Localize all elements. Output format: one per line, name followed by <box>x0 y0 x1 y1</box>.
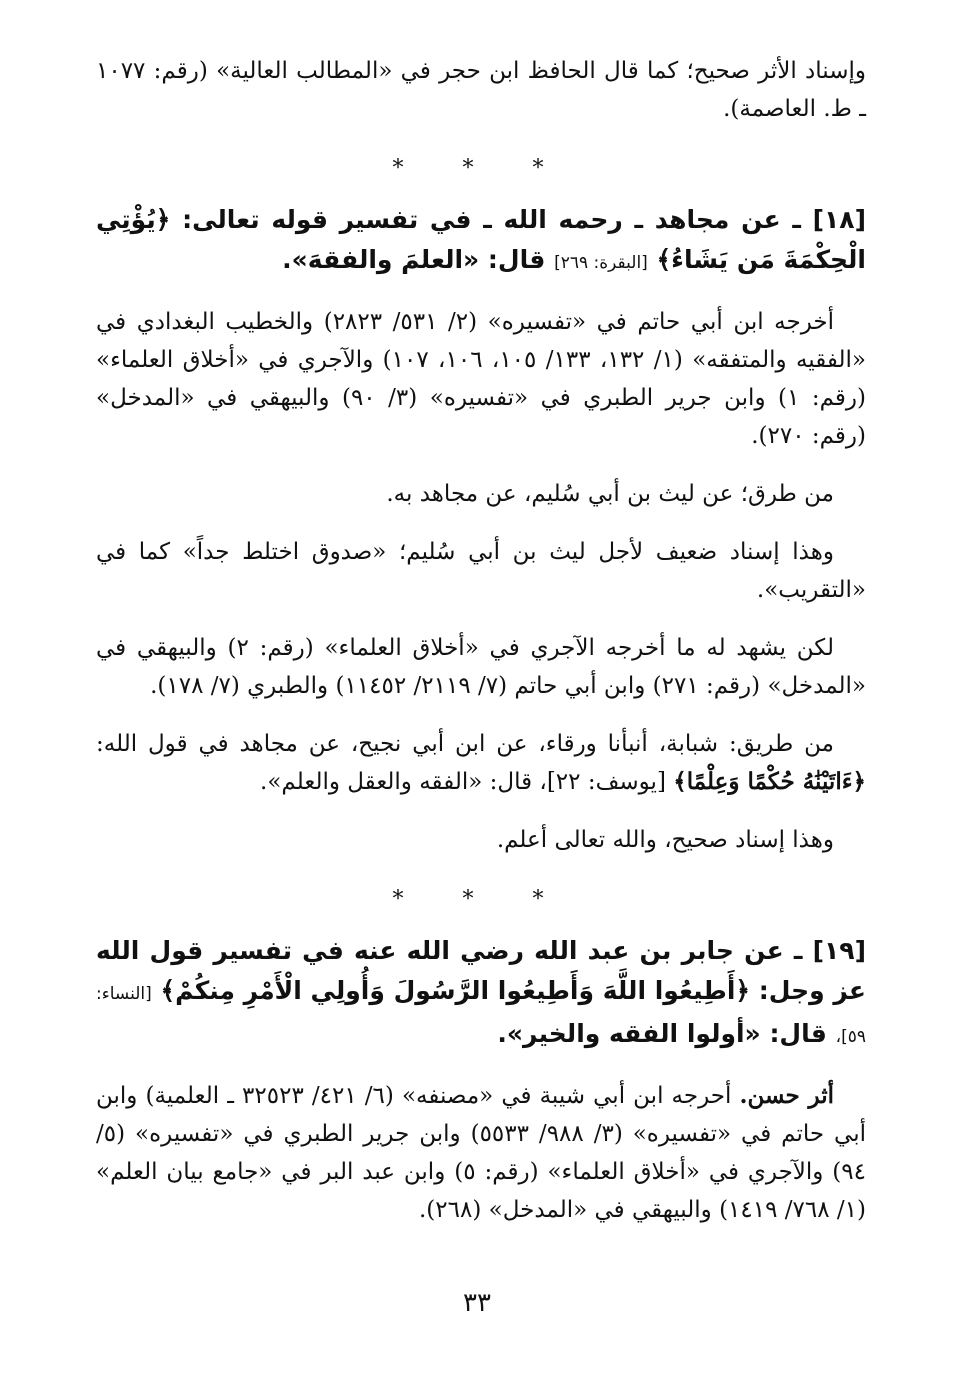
entry-18-chains: من طرق؛ عن ليث بن أبي سُليم، عن مجاهد به. <box>386 481 834 507</box>
entry-18-supporting: لكن يشهد له ما أخرجه الآجري في «أخلاق العلماء» (رقم: ٢) والبيهقي في «المدخل» (رقم: ٢٧١) وابن أبي حاتم (٧/ ٢١١٩/ ١١٤٥٢) والطبري (٧/ ١٧٨). <box>96 635 866 699</box>
entry-18-conclusion: وهذا إسناد صحيح، والله تعالى أعلم. <box>496 827 834 853</box>
section-separator: * * * <box>392 156 570 181</box>
entry-18-route-ref: [يوسف: ٢٢]، <box>539 769 666 795</box>
entry-19-takhrij-text: أحرجه ابن أبي شيبة في «مصنفه» (٦/ ٤٢١/ ٣٢٥٢٣ ـ العلمية) وابن أبي حاتم في «تفسيره» (٣/ ٩٨٨/ ٥٥٣٣) وابن جرير الطبري في «تفسيره» (٥/ ٩٤) والآجري في «أخلاق العلماء» (رقم: ٥) وابن عبد البر في «جامع بيان العلم» (١/ ٧٦٨/ ١٤١٩) والبيهقي في «المدخل» (٢٦٨). <box>96 1083 866 1223</box>
entry-18-route-verse: ﴿ءَاتَيْنَٰهُ حُكْمًا وَعِلْمًا﴾ <box>673 768 866 795</box>
entry-18-grading: وهذا إسناد ضعيف لأجل ليث بن أبي سُليم؛ «صدوق اختلط جداً» كما في «التقريب». <box>96 539 866 603</box>
entry-19-heading <box>96 931 866 1057</box>
entry-18-title: [١٨] ـ عن مجاهد ـ رحمه الله ـ في تفسير قوله تعالى: <box>182 205 866 234</box>
entry-19-title: [١٩] ـ عن جابر بن عبد الله رضي الله عنه في تفسير قول الله عز وجل: <box>96 936 866 1005</box>
entry-18-heading <box>96 200 866 283</box>
page-number: ٣٣ <box>463 1288 491 1318</box>
entry-18-said: قال: <box>487 245 546 274</box>
entry-18-quote: «العلمَ والفقهَ». <box>282 245 480 274</box>
entry-19-said: قال: <box>769 1019 827 1048</box>
entry-18-verse-ref: [البقرة: ٢٦٩] <box>554 253 648 273</box>
page-body <box>96 52 866 1249</box>
entry-19-quote: «أولوا الفقه والخير». <box>497 1019 761 1048</box>
entry-19-grade: أثر حسن. <box>739 1082 834 1109</box>
entry-18-route <box>96 725 866 801</box>
entry-19-verse-ref: [النساء: ٥٩]، <box>96 984 866 1047</box>
entry-18-takhrij: أخرجه ابن أبي حاتم في «تفسيره» (٢/ ٥٣١/ ٢٨٢٣) والخطيب البغدادي في «الفقيه والمتفقه» (١/ ١٣٢، ١٣٣/ ١٠٥، ١٠٦، ١٠٧) والآجري في «أخلاق العلماء» (رقم: ١) وابن جرير الطبري في «تفسيره» (٣/ ٩٠) والبيهقي في «المدخل» (رقم: ٢٧٠). <box>96 309 866 449</box>
continuation-paragraph: وإسناد الأثر صحيح؛ كما قال الحافظ ابن حجر في «المطالب العالية» (رقم: ١٠٧٧ ـ ط. العاصمة). <box>96 58 866 122</box>
entry-18-route-said: قال: «الفقه والعقل والعلم». <box>260 769 533 795</box>
section-separator-2: * * * <box>392 887 570 912</box>
entry-18-route-text: من طريق: شبابة، أنبأنا ورقاء، عن ابن أبي نجيح، عن مجاهد في قول الله: <box>96 731 834 757</box>
entry-18-verse: ﴿يُؤْتِي الْحِكْمَةَ مَن يَشَاءُ﴾ <box>96 205 866 274</box>
entry-19-verse: ﴿أَطِيعُوا اللَّهَ وَأَطِيعُوا الرَّسُولَ وَأُولِي الْأَمْرِ مِنكُمْ﴾ <box>160 976 751 1005</box>
entry-19-takhrij <box>96 1077 866 1229</box>
